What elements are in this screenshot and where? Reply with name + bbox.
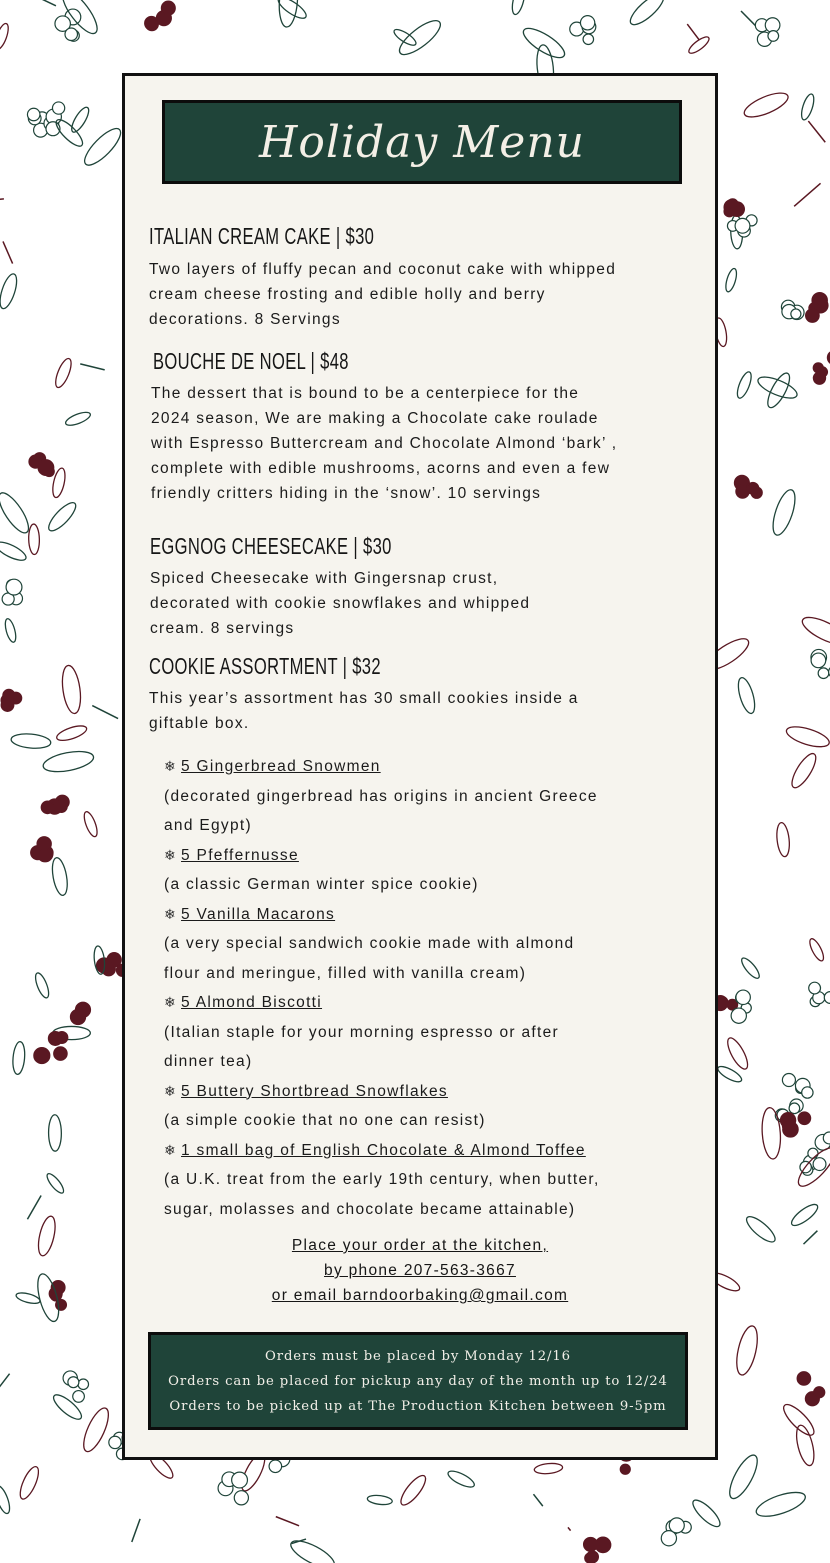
leaf-icon [446,1468,476,1490]
leaf-icon [0,539,28,564]
snowflake-bullet-icon: ❄ [164,1082,178,1099]
leaf-icon [626,0,668,29]
snowflake-bullet-icon: ❄ [164,905,178,922]
title-banner [162,100,682,184]
branch-icon [804,1231,818,1244]
leaf-icon [733,1324,761,1377]
leaf-icon [33,971,51,999]
leaf-icon [689,1496,723,1530]
leaf-icon [28,524,39,555]
cookie-note: sugar, molasses and chocolate became attainable) [164,1200,576,1218]
leaf-icon [743,1213,778,1246]
berry-icon [34,1048,50,1064]
leaf-icon [53,357,75,390]
notice-line: Orders must be placed by Monday 12/16 [265,1348,571,1364]
leaf-icon [15,1291,41,1306]
leaf-icon [367,1494,393,1506]
branch-icon [533,1494,542,1506]
berry-icon [37,837,51,851]
berry-icon [823,1132,830,1144]
leaf-icon [35,1215,58,1258]
berry-icon [70,1009,85,1024]
berry-icon [811,653,826,668]
order-instructions [122,1233,718,1308]
berry-icon [232,1472,248,1488]
page-title: Holiday Menu [258,116,585,168]
leaf-icon [69,105,92,134]
order-notice-banner [148,1332,688,1430]
leaf-icon [788,750,820,791]
leaf-icon [534,1462,563,1475]
berry-icon [584,1537,598,1551]
leaf-icon [735,676,758,715]
branch-icon [132,1519,140,1542]
order-email-link[interactable]: or email barndoorbaking@gmail.com [271,1287,569,1304]
branch-icon [0,1374,10,1391]
leaf-icon [55,723,88,743]
snowflake-bullet-icon: ❄ [164,846,178,863]
cookie-name: 5 Gingerbread Snowmen [181,758,381,775]
item-description [149,686,579,736]
item-description [149,257,616,332]
cookie-note: (a simple cookie that no one can resist) [164,1112,486,1129]
cookie-name: 5 Vanilla Macarons [181,905,336,923]
description-line: Two layers of fluffy pecan and coconut cake with whipped [149,261,617,278]
branch-icon [687,24,699,40]
berry-icon [234,1491,248,1505]
leaf-icon [724,1035,751,1071]
berry-icon [587,1551,599,1563]
berry-icon [583,34,594,45]
leaf-icon [739,956,762,981]
notice-line: Orders can be placed for pickup any day of the month up to 12/24 [168,1373,668,1389]
cookie-note: dinner tea) [164,1053,253,1070]
branch-icon [276,1517,299,1526]
leaf-icon [741,88,791,122]
berry-icon [813,372,825,384]
leaf-icon [50,857,70,897]
leaf-icon [397,1472,429,1508]
berry-icon [735,218,750,233]
cookie-item [164,1077,600,1107]
leaf-icon [735,370,754,400]
berry-icon [791,309,801,319]
item-heading: EGGNOG CHEESECAKE | $30 [150,533,392,559]
cookie-note: (decorated gingerbread has origins in ancient Greece [164,787,598,805]
berry-icon [52,102,64,114]
berry-icon [806,309,820,323]
leaf-icon [789,1201,821,1229]
berry-icon [38,460,54,476]
berry-icon [161,1,175,15]
berry-icon [798,1112,811,1125]
leaf-icon [60,664,83,714]
branch-icon [27,1195,41,1219]
snowflake-bullet-icon: ❄ [164,758,178,774]
berry-icon [818,668,829,679]
cookie-note: (a very special sandwich cookie made with almond [164,935,575,952]
berry-icon [813,1158,826,1171]
leaf-icon [754,1487,809,1521]
cookie-item [164,841,600,871]
branch-icon [3,241,13,263]
berry-icon [736,990,750,1004]
berry-icon [797,1372,810,1385]
leaf-icon [519,23,568,63]
cookie-note: (a U.K. treat from the early 19th century, when butter, [164,1171,600,1188]
leaf-icon [45,499,80,535]
branch-icon [568,1527,571,1530]
leaf-icon [48,1115,61,1152]
leaf-icon [3,618,18,644]
leaf-icon [764,370,794,410]
berry-icon [782,1073,795,1086]
berry-icon [6,579,22,595]
berry-icon [68,1377,79,1388]
berry-icon [824,992,830,1004]
cookie-name: 1 small bag of English Chocolate & Almond Toffee [181,1141,586,1159]
leaf-icon [0,272,20,310]
berry-icon [41,801,54,814]
cookie-item [164,752,600,782]
leaf-icon [0,489,34,537]
description-line: The dessert that is bound to be a centerpiece for the [151,385,580,402]
description-line: friendly critters hiding in the ‘snow’. 10 servings [151,485,542,502]
snowflake-bullet-icon: ❄ [164,994,178,1010]
leaf-icon [80,124,126,170]
leaf-icon [0,1484,12,1515]
leaf-icon [42,748,96,775]
description-line: giftable box. [149,715,250,732]
cookie-note: (Italian staple for your morning espresso or after [164,1023,559,1041]
branch-icon [808,121,825,142]
leaf-icon [687,34,712,56]
branch-icon [0,199,4,201]
leaf-icon [510,0,527,16]
cookie-item [164,988,600,1018]
notice-line: Orders to be picked up at The Production Kitchen between 9-5pm [169,1398,667,1414]
berry-icon [808,1148,818,1158]
description-line: decorated with cookie snowflakes and whipped [150,595,531,612]
branch-icon [794,183,820,206]
cookie-note: and Egypt) [164,817,252,834]
berry-icon [580,16,594,30]
cookie-list [164,752,600,1224]
leaf-icon [79,1405,114,1455]
leaf-icon [12,1041,26,1075]
berry-icon [54,1047,67,1060]
leaf-icon [807,937,826,963]
description-line: cream. 8 servings [150,620,295,637]
order-phone-link[interactable]: by phone 207-563-3667 [324,1262,516,1279]
leaf-icon [10,732,51,750]
leaf-icon [45,1171,67,1195]
berry-icon [27,108,39,120]
leaf-icon [392,27,418,48]
cookie-name: 5 Pfeffernusse [181,846,299,864]
berry-icon [65,28,77,40]
berry-icon [109,1436,121,1448]
leaf-icon [775,822,791,857]
cookie-item [164,900,600,930]
item-description [150,566,530,641]
berry-icon [731,1008,746,1023]
branch-icon [31,0,56,6]
berry-icon [802,1087,813,1098]
berry-icon [146,18,159,31]
item-heading: COOKIE ASSORTMENT | $32 [149,653,381,679]
item-description [151,381,617,506]
description-line: decorations. 8 Servings [149,311,341,328]
leaf-icon [17,1464,43,1501]
berry-icon [48,1032,62,1046]
cookie-note: flour and meringue, filled with vanilla cream) [164,964,527,982]
branch-icon [80,364,104,370]
berry-icon [814,1387,825,1398]
item-heading: BOUCHE DE NOEL | $48 [153,348,349,374]
description-line: 2024 season, We are making a Chocolate cake roulade [151,410,599,427]
description-line: with Espresso Buttercream and Chocolate Almond ‘bark’ , [151,435,618,452]
leaf-icon [755,373,799,403]
leaf-icon [0,22,11,51]
leaf-icon [799,93,816,122]
leaf-icon [287,1536,338,1563]
berry-icon [747,482,759,494]
leaf-icon [395,15,445,60]
description-line: cream cheese frosting and edible holly and berry [149,286,546,303]
cookie-name: 5 Buttery Shortbread Snowflakes [181,1082,448,1100]
branch-icon [92,706,118,719]
berry-icon [789,1103,800,1114]
berry-icon [1,694,13,706]
leaf-icon [64,410,92,428]
berry-icon [78,1379,89,1390]
berry-icon [727,199,738,210]
description-line: Spiced Cheesecake with Gingersnap crust, [150,570,499,587]
leaf-icon [784,723,830,751]
cookie-item [164,1136,600,1166]
berry-icon [620,1464,630,1474]
leaf-icon [724,267,739,292]
berry-icon [669,1518,684,1533]
berry-icon [73,1391,85,1403]
leaf-icon [82,810,100,838]
cookie-name: 5 Almond Biscotti [181,994,323,1011]
leaf-icon [724,1451,762,1502]
cookie-note: (a classic German winter spice cookie) [164,876,479,893]
berry-icon [783,1122,798,1137]
description-line: This year’s assortment has 30 small cookies inside a [149,690,579,707]
berry-icon [809,982,821,994]
leaf-icon [799,612,830,649]
snowflake-bullet-icon: ❄ [164,1141,178,1158]
description-line: complete with edible mushrooms, acorns and even a few [151,460,611,477]
berry-icon [269,1460,282,1473]
berry-icon [768,31,779,42]
leaf-icon [769,487,800,537]
item-heading: ITALIAN CREAM CAKE | $30 [149,223,375,249]
order-kitchen-link[interactable]: Place your order at the kitchen, [291,1237,549,1254]
